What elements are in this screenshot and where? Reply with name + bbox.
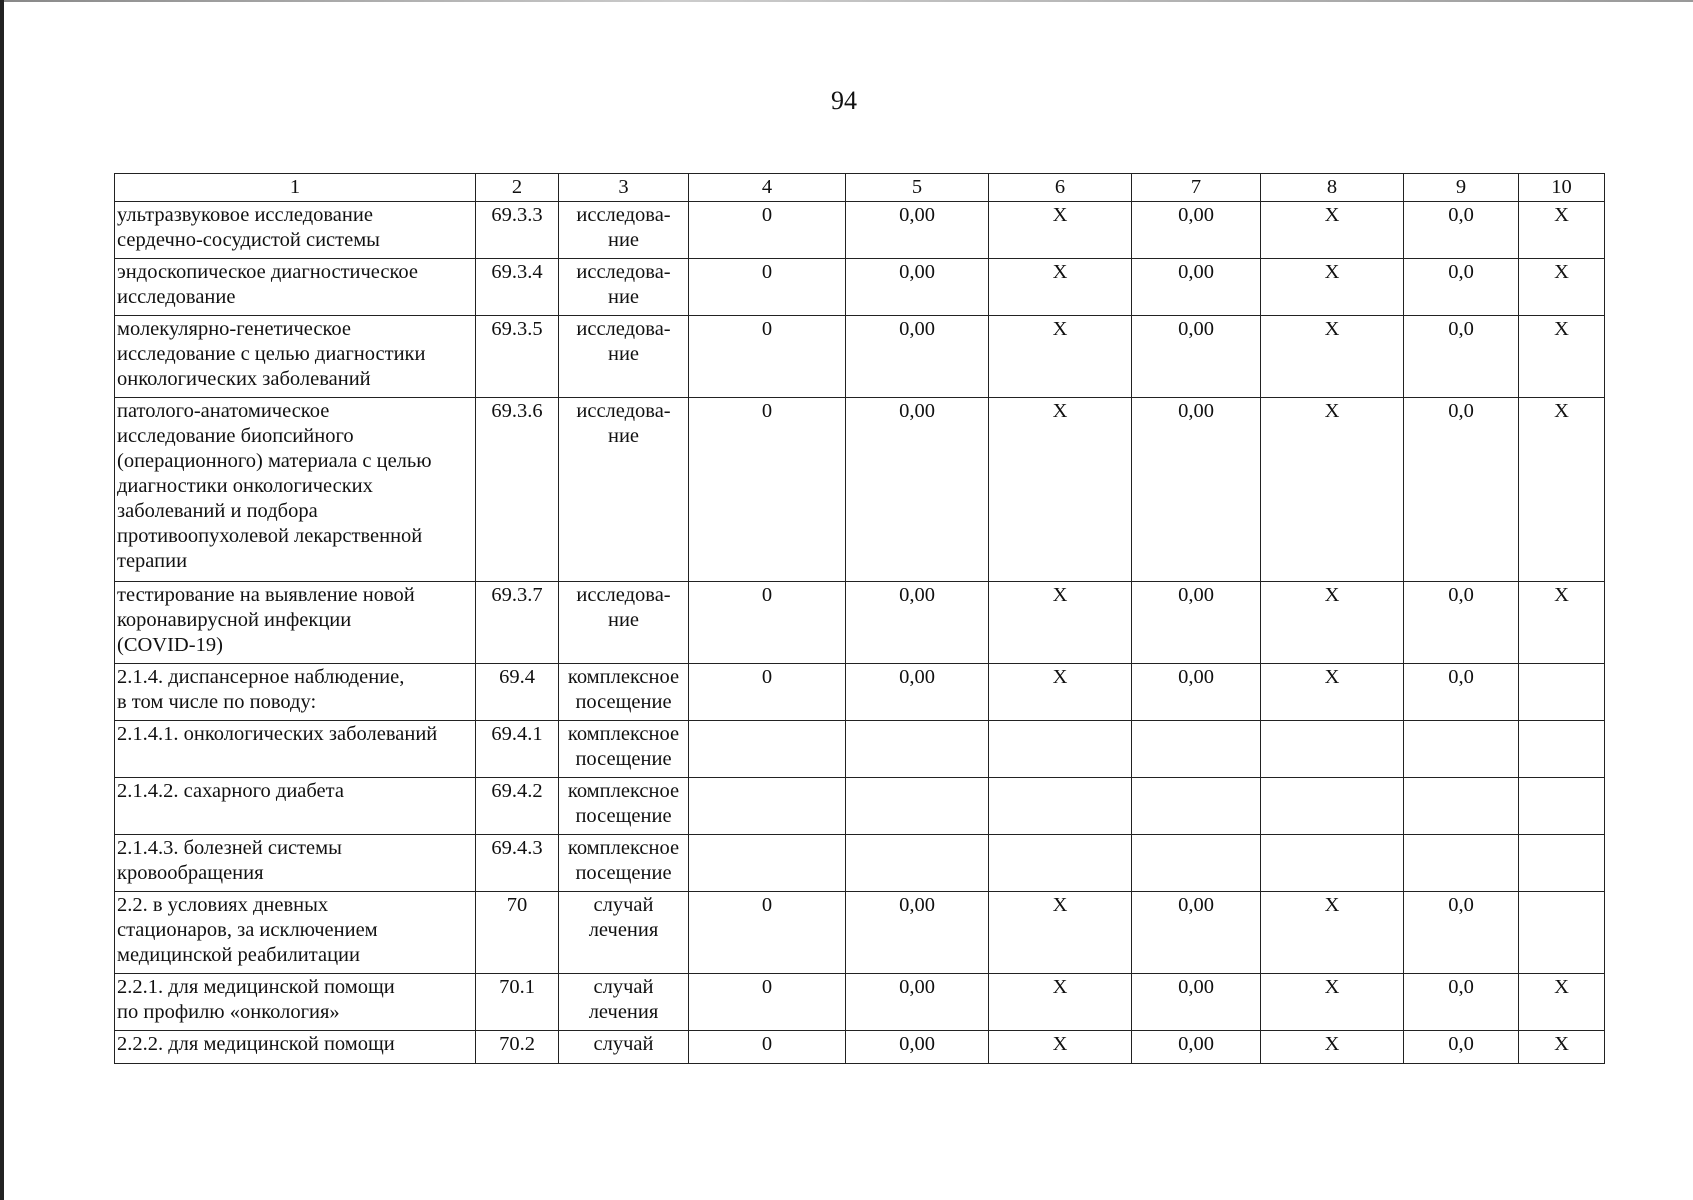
row-code-cell <box>476 202 559 259</box>
row-code-text: 70 <box>506 894 528 916</box>
col8-text: X <box>1324 204 1340 226</box>
col7-cell <box>1132 664 1261 721</box>
col8-text: X <box>1324 400 1340 422</box>
col10-text: X <box>1554 584 1569 606</box>
col5-cell <box>846 835 989 892</box>
col4-text: 0 <box>761 318 773 340</box>
row-code-cell <box>476 1031 559 1064</box>
col10-cell <box>1519 582 1605 664</box>
row-name-text: 2.2. в условиях дневных стационаров, за исключением медицинской реабилитации <box>117 894 378 966</box>
col8-cell <box>1261 1031 1404 1064</box>
row-code-cell <box>476 974 559 1031</box>
header-row <box>115 174 1605 202</box>
col4-cell <box>689 202 846 259</box>
col6-cell <box>989 778 1132 835</box>
col6-text: X <box>1052 976 1068 998</box>
col10-cell <box>1519 259 1605 316</box>
col9-text: 0,0 <box>1448 666 1474 688</box>
table-row <box>115 259 1605 316</box>
row-name-cell <box>115 892 476 974</box>
row-code-cell <box>476 721 559 778</box>
col4-cell <box>689 316 846 398</box>
col8-text: X <box>1324 261 1340 283</box>
col7-cell <box>1132 398 1261 582</box>
row-code-text: 70.2 <box>499 1033 535 1055</box>
col7-text: 0,00 <box>1178 400 1214 422</box>
col7-cell <box>1132 974 1261 1031</box>
col5-text: 0,00 <box>899 261 935 283</box>
col4-cell <box>689 721 846 778</box>
row-name-cell <box>115 202 476 259</box>
table-row <box>115 398 1605 582</box>
col9-text: 0,0 <box>1448 1033 1474 1055</box>
row-unit-cell <box>559 721 689 778</box>
col9-cell <box>1404 721 1519 778</box>
col6-cell <box>989 664 1132 721</box>
table-row <box>115 778 1605 835</box>
row-unit-text: случай лечения <box>588 976 659 1023</box>
col4-cell <box>689 664 846 721</box>
col7-text: 0,00 <box>1178 666 1214 688</box>
row-unit-text: исследова- ние <box>576 204 671 251</box>
col5-text: 0,00 <box>899 318 935 340</box>
row-code-text: 69.3.4 <box>491 261 543 283</box>
row-unit-cell <box>559 778 689 835</box>
col8-cell <box>1261 259 1404 316</box>
row-code-cell <box>476 398 559 582</box>
row-name-text: молекулярно-генетическое исследование с целью диагностики онкологических заболеваний <box>117 318 426 390</box>
col10-cell <box>1519 835 1605 892</box>
row-unit-cell <box>559 202 689 259</box>
row-name-cell <box>115 582 476 664</box>
row-name-text: 2.2.2. для медицинской помощи <box>117 1033 395 1055</box>
col6-text: X <box>1052 1033 1068 1055</box>
table-row <box>115 316 1605 398</box>
col9-cell <box>1404 398 1519 582</box>
col9-text: 0,0 <box>1448 261 1474 283</box>
col4-text: 0 <box>761 204 773 226</box>
col9-cell <box>1404 582 1519 664</box>
col9-text: 0,0 <box>1448 204 1474 226</box>
col6-cell <box>989 316 1132 398</box>
col9-text: 0,0 <box>1448 584 1474 606</box>
row-unit-text: комплексное посещение <box>567 837 680 884</box>
row-unit-text: случай лечения <box>588 894 659 941</box>
col10-cell <box>1519 202 1605 259</box>
col8-cell <box>1261 835 1404 892</box>
col4-text: 0 <box>761 261 773 283</box>
row-name-cell <box>115 664 476 721</box>
col5-cell <box>846 1031 989 1064</box>
col4-cell <box>689 835 846 892</box>
column-header: 8 <box>1261 174 1404 202</box>
table-row <box>115 1031 1605 1064</box>
table-row <box>115 202 1605 259</box>
col9-cell <box>1404 835 1519 892</box>
col5-cell <box>846 259 989 316</box>
row-name-text: 2.1.4.3. болезней системы кровообращения <box>117 837 342 884</box>
col5-cell <box>846 664 989 721</box>
row-code-text: 69.4.3 <box>491 837 543 859</box>
row-name-cell <box>115 835 476 892</box>
row-unit-cell <box>559 316 689 398</box>
row-unit-text: исследова- ние <box>576 400 671 447</box>
col5-text: 0,00 <box>899 894 935 916</box>
col9-cell <box>1404 778 1519 835</box>
row-code-text: 69.3.7 <box>491 584 543 606</box>
row-name-text: 2.1.4. диспансерное наблюдение, в том числе по поводу: <box>117 666 405 713</box>
col7-cell <box>1132 892 1261 974</box>
col7-text: 0,00 <box>1178 204 1214 226</box>
col9-text: 0,0 <box>1448 894 1474 916</box>
row-name-cell <box>115 1031 476 1064</box>
col4-cell <box>689 582 846 664</box>
row-unit-cell <box>559 259 689 316</box>
row-code-cell <box>476 316 559 398</box>
col5-cell <box>846 721 989 778</box>
col7-cell <box>1132 1031 1261 1064</box>
col7-cell <box>1132 582 1261 664</box>
col6-text: X <box>1052 400 1068 422</box>
table-row <box>115 664 1605 721</box>
col8-text: X <box>1324 666 1340 688</box>
scan-edge-top <box>0 0 1693 2</box>
row-code-cell <box>476 778 559 835</box>
col7-cell <box>1132 202 1261 259</box>
col6-cell <box>989 582 1132 664</box>
col5-text: 0,00 <box>899 666 935 688</box>
col8-cell <box>1261 582 1404 664</box>
col5-cell <box>846 316 989 398</box>
col9-cell <box>1404 1031 1519 1064</box>
col7-text: 0,00 <box>1178 1033 1214 1055</box>
col8-text: X <box>1324 976 1340 998</box>
row-code-text: 69.3.3 <box>491 204 543 226</box>
col7-text: 0,00 <box>1178 976 1214 998</box>
col10-cell <box>1519 778 1605 835</box>
row-code-text: 69.4.1 <box>491 723 543 745</box>
col6-cell <box>989 835 1132 892</box>
row-code-cell <box>476 664 559 721</box>
col9-cell <box>1404 974 1519 1031</box>
row-code-text: 69.4.2 <box>491 780 543 802</box>
col9-cell <box>1404 664 1519 721</box>
col5-cell <box>846 202 989 259</box>
col4-cell <box>689 398 846 582</box>
col9-cell <box>1404 892 1519 974</box>
row-unit-cell <box>559 1031 689 1064</box>
col4-cell <box>689 892 846 974</box>
col9-text: 0,0 <box>1448 318 1474 340</box>
col7-cell <box>1132 778 1261 835</box>
row-name-cell <box>115 398 476 582</box>
col10-cell <box>1519 892 1605 974</box>
col5-cell <box>846 582 989 664</box>
row-unit-text: случай <box>593 1033 654 1055</box>
column-header: 6 <box>989 174 1132 202</box>
row-name-text: 2.1.4.1. онкологических заболеваний <box>117 723 438 745</box>
col8-text: X <box>1324 584 1340 606</box>
page-number: 94 <box>831 86 857 115</box>
row-unit-text: исследова- ние <box>576 318 671 365</box>
col4-text: 0 <box>761 666 773 688</box>
column-header: 4 <box>689 174 846 202</box>
col5-text: 0,00 <box>899 976 935 998</box>
col10-text: X <box>1554 318 1569 340</box>
col4-cell <box>689 1031 846 1064</box>
col10-text: X <box>1554 976 1569 998</box>
col6-cell <box>989 892 1132 974</box>
col10-text: X <box>1554 204 1569 226</box>
column-header: 3 <box>559 174 689 202</box>
col7-cell <box>1132 721 1261 778</box>
col10-cell <box>1519 664 1605 721</box>
data-table <box>114 173 1605 1064</box>
col6-text: X <box>1052 584 1068 606</box>
col6-text: X <box>1052 261 1068 283</box>
col7-cell <box>1132 835 1261 892</box>
col5-text: 0,00 <box>899 584 935 606</box>
table-row <box>115 721 1605 778</box>
col6-cell <box>989 202 1132 259</box>
table-row <box>115 582 1605 664</box>
row-code-cell <box>476 892 559 974</box>
col10-cell <box>1519 316 1605 398</box>
col6-cell <box>989 259 1132 316</box>
col8-cell <box>1261 664 1404 721</box>
row-code-text: 69.3.5 <box>491 318 543 340</box>
col8-cell <box>1261 316 1404 398</box>
table-row <box>115 835 1605 892</box>
col8-text: X <box>1324 894 1340 916</box>
col5-cell <box>846 974 989 1031</box>
col5-text: 0,00 <box>899 400 935 422</box>
col4-text: 0 <box>761 400 773 422</box>
col5-cell <box>846 398 989 582</box>
col5-text: 0,00 <box>899 204 935 226</box>
column-header: 9 <box>1404 174 1519 202</box>
col9-cell <box>1404 202 1519 259</box>
row-unit-text: комплексное посещение <box>567 666 680 713</box>
col6-cell <box>989 398 1132 582</box>
col7-text: 0,00 <box>1178 894 1214 916</box>
row-code-text: 70.1 <box>499 976 535 998</box>
row-unit-text: комплексное посещение <box>567 780 680 827</box>
row-unit-text: исследова- ние <box>576 261 671 308</box>
col6-text: X <box>1052 894 1068 916</box>
col8-text: X <box>1324 1033 1340 1055</box>
column-header: 2 <box>476 174 559 202</box>
row-unit-cell <box>559 892 689 974</box>
row-unit-cell <box>559 835 689 892</box>
col6-text: X <box>1052 666 1068 688</box>
col10-text: X <box>1554 1033 1569 1055</box>
col4-cell <box>689 974 846 1031</box>
row-unit-text: комплексное посещение <box>567 723 680 770</box>
row-name-text: 2.1.4.2. сахарного диабета <box>117 780 344 802</box>
col8-cell <box>1261 398 1404 582</box>
row-unit-cell <box>559 582 689 664</box>
col5-text: 0,00 <box>899 1033 935 1055</box>
row-name-cell <box>115 974 476 1031</box>
col10-text: X <box>1554 261 1569 283</box>
col4-text: 0 <box>761 584 773 606</box>
column-header: 10 <box>1519 174 1605 202</box>
col7-cell <box>1132 316 1261 398</box>
col4-cell <box>689 778 846 835</box>
row-name-cell <box>115 316 476 398</box>
row-unit-cell <box>559 974 689 1031</box>
row-code-text: 69.3.6 <box>491 400 543 422</box>
col4-text: 0 <box>761 976 773 998</box>
column-header: 7 <box>1132 174 1261 202</box>
row-name-text: 2.2.1. для медицинской помощи по профилю «онкология» <box>117 976 395 1023</box>
col4-text: 0 <box>761 894 773 916</box>
col10-cell <box>1519 721 1605 778</box>
col7-text: 0,00 <box>1178 584 1214 606</box>
row-name-text: ультразвуковое исследование сердечно-сосудистой системы <box>117 204 380 251</box>
col4-cell <box>689 259 846 316</box>
col8-text: X <box>1324 318 1340 340</box>
scan-edge-left <box>0 0 4 1200</box>
col9-text: 0,0 <box>1448 400 1474 422</box>
col8-cell <box>1261 974 1404 1031</box>
col6-cell <box>989 1031 1132 1064</box>
col6-cell <box>989 721 1132 778</box>
col4-text: 0 <box>761 1033 773 1055</box>
table-row <box>115 892 1605 974</box>
col7-cell <box>1132 259 1261 316</box>
col10-text: X <box>1554 400 1569 422</box>
col8-cell <box>1261 892 1404 974</box>
row-name-cell <box>115 721 476 778</box>
col6-text: X <box>1052 204 1068 226</box>
row-code-text: 69.4 <box>499 666 535 688</box>
row-code-cell <box>476 835 559 892</box>
row-unit-cell <box>559 398 689 582</box>
col5-cell <box>846 778 989 835</box>
col10-cell <box>1519 398 1605 582</box>
row-name-cell <box>115 259 476 316</box>
col9-text: 0,0 <box>1448 976 1474 998</box>
col6-text: X <box>1052 318 1068 340</box>
col8-cell <box>1261 202 1404 259</box>
table-row <box>115 974 1605 1031</box>
row-name-text: тестирование на выявление новой коронавирусной инфекции (COVID-19) <box>117 584 415 656</box>
col10-cell <box>1519 1031 1605 1064</box>
col7-text: 0,00 <box>1178 261 1214 283</box>
col9-cell <box>1404 316 1519 398</box>
col9-cell <box>1404 259 1519 316</box>
row-unit-text: исследова- ние <box>576 584 671 631</box>
row-name-text: эндоскопическое диагностическое исследование <box>117 261 419 308</box>
column-header: 1 <box>115 174 476 202</box>
row-name-cell <box>115 778 476 835</box>
col5-cell <box>846 892 989 974</box>
col8-cell <box>1261 778 1404 835</box>
col8-cell <box>1261 721 1404 778</box>
row-code-cell <box>476 582 559 664</box>
col10-cell <box>1519 974 1605 1031</box>
row-unit-cell <box>559 664 689 721</box>
col7-text: 0,00 <box>1178 318 1214 340</box>
col6-cell <box>989 974 1132 1031</box>
row-code-cell <box>476 259 559 316</box>
column-header: 5 <box>846 174 989 202</box>
row-name-text: патолого-анатомическое исследование биопсийного (операционного) материала с целью диагностики онкологических заболеваний и подбора противоопухолевой лекарственной терапии <box>117 400 432 572</box>
